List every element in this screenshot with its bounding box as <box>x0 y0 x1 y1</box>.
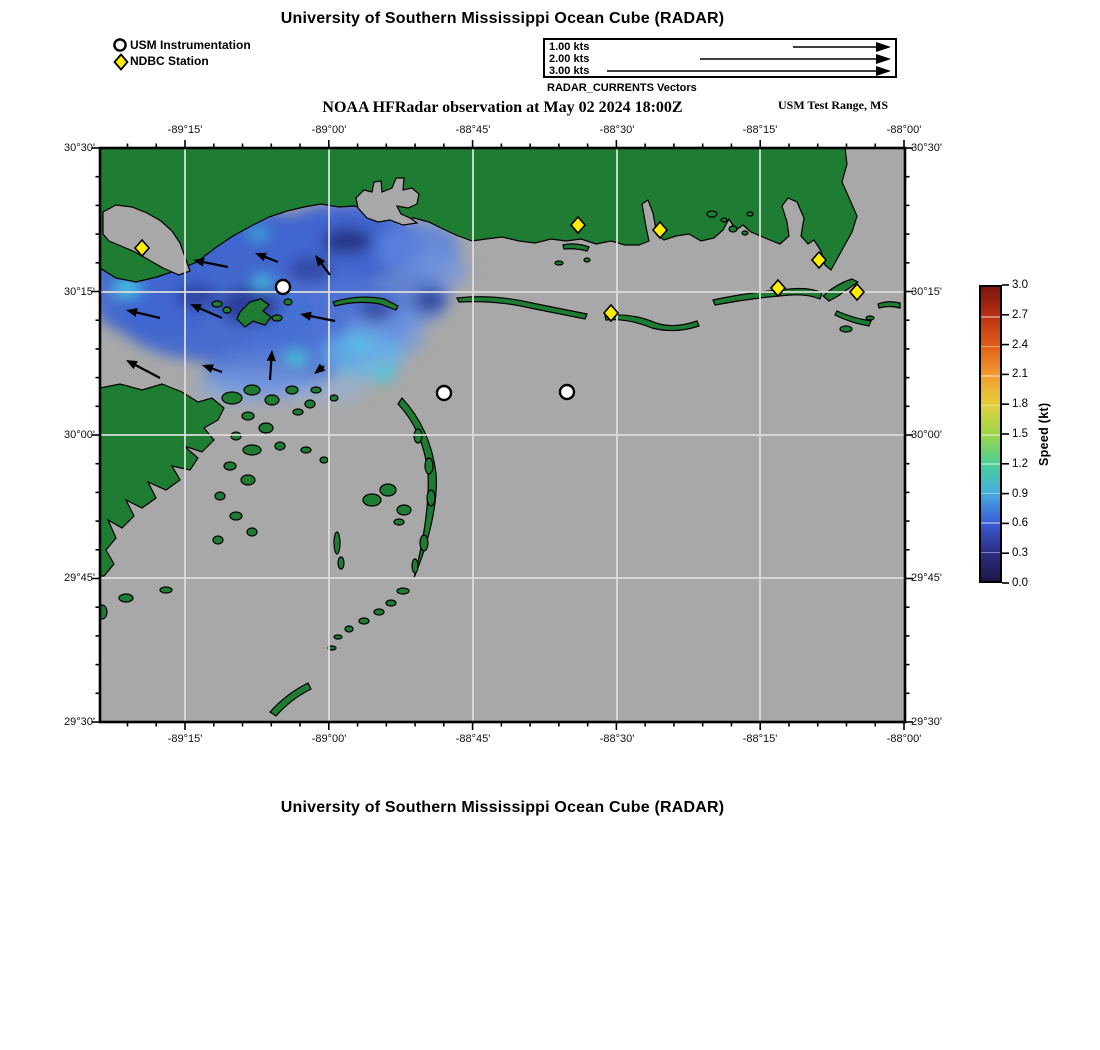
speed-field-patch <box>348 338 366 350</box>
axis-tick-label-lat-right: 30°30' <box>911 142 942 154</box>
legend-ndbc-row <box>112 53 130 76</box>
colorbar-tick-label: 2.1 <box>1012 368 1028 381</box>
colorbar-gridline <box>981 463 1000 465</box>
islet <box>275 442 285 450</box>
islet <box>284 299 292 305</box>
usm-instrumentation-marker <box>437 386 451 400</box>
axis-tick-label-lon-bottom: -88°30' <box>599 733 635 745</box>
colorbar-tick-label: 2.4 <box>1012 338 1028 351</box>
colorbar-gridline <box>981 405 1000 407</box>
islet <box>320 457 328 463</box>
islet <box>242 412 254 420</box>
legend-usm-label: USM Instrumentation <box>130 38 251 52</box>
islet <box>427 490 435 506</box>
axis-tick-label-lon-top: -89°15' <box>167 124 203 136</box>
islet <box>160 587 172 593</box>
vector-scale-1kt-label: 1.00 kts <box>549 41 590 53</box>
colorbar-tick-label: 0.9 <box>1012 487 1028 500</box>
islet <box>345 626 353 632</box>
islet <box>293 409 303 415</box>
axis-tick-label-lat-right: 29°45' <box>911 572 942 584</box>
axis-tick-label-lat-left: 30°00' <box>64 429 95 441</box>
colorbar-tick-label: 0.6 <box>1012 517 1028 530</box>
islet <box>244 385 260 395</box>
islet <box>265 395 279 405</box>
islet <box>866 316 874 320</box>
axis-tick-label-lon-bottom: -89°00' <box>311 733 347 745</box>
test-range-label: USM Test Range, MS <box>777 98 888 112</box>
islet <box>213 536 223 544</box>
colorbar-tick-label: 3.0 <box>1012 279 1028 291</box>
islet <box>420 535 428 551</box>
colorbar-gridline <box>981 552 1000 554</box>
islet <box>241 475 255 485</box>
islet <box>363 494 381 506</box>
speed-field-patch <box>247 229 269 239</box>
islet <box>707 211 717 217</box>
observation-subtitle: NOAA HFRadar observation at May 02 2024 18:00Z <box>322 99 683 116</box>
axis-tick-label-lon-top: -88°15' <box>742 124 778 136</box>
colorbar-tick-label: 0.0 <box>1012 577 1028 589</box>
islet <box>414 429 422 443</box>
axis-tick-label-lat-right: 30°00' <box>911 429 942 441</box>
colorbar-tick-label: 1.2 <box>1012 457 1028 470</box>
islet <box>555 261 563 265</box>
axis-tick-label-lon-bottom: -88°00' <box>886 733 922 745</box>
islet <box>840 326 852 332</box>
speed-field-patch <box>285 352 307 364</box>
islet <box>311 387 321 393</box>
islet <box>334 635 342 639</box>
islet <box>243 445 261 455</box>
axis-tick-label-lat-left: 30°15' <box>64 286 95 298</box>
islet <box>729 226 737 232</box>
axis-tick-label-lon-bottom: -88°15' <box>742 733 778 745</box>
speed-field-patch <box>252 277 272 289</box>
islet <box>584 258 590 262</box>
usm-instrumentation-marker <box>276 280 290 294</box>
islet <box>231 432 241 440</box>
legend-ndbc-label: NDBC Station <box>130 54 209 68</box>
islet <box>386 600 396 606</box>
colorbar-gridline <box>981 493 1000 495</box>
islet <box>425 458 433 474</box>
islet <box>334 532 340 554</box>
ndbc-station-icon <box>112 53 130 71</box>
axis-tick-label-lon-top: -88°45' <box>455 124 491 136</box>
islet <box>338 557 344 569</box>
speed-colorbar <box>979 285 1002 583</box>
islet <box>230 512 242 520</box>
islet <box>259 423 273 433</box>
axis-tick-label-lat-right: 30°15' <box>911 286 942 298</box>
axis-tick-label-lon-top: -88°30' <box>599 124 635 136</box>
page-title-bottom: University of Southern Mississippi Ocean Cube (RADAR) <box>280 799 725 816</box>
island-se-2 <box>878 302 900 308</box>
islet <box>212 301 222 307</box>
axis-tick-label-lat-left: 29°45' <box>64 572 95 584</box>
vector-scale-2kt-label: 2.00 kts <box>549 53 590 65</box>
speed-field-patch <box>290 378 366 402</box>
colorbar-gridline <box>981 375 1000 377</box>
islet <box>359 618 369 624</box>
islet <box>380 484 396 496</box>
axis-tick-label-lon-top: -89°00' <box>311 124 347 136</box>
usm-instrumentation-icon <box>112 37 128 53</box>
axis-tick-label-lon-bottom: -89°15' <box>167 733 203 745</box>
islet <box>742 231 748 235</box>
map-canvas <box>100 148 905 722</box>
colorbar-tick-label: 0.3 <box>1012 547 1028 560</box>
islet <box>412 559 418 573</box>
axis-tick-label-lat-left: 29°30' <box>64 716 95 728</box>
vector-scale-caption: RADAR_CURRENTS Vectors <box>547 82 697 94</box>
islet <box>286 386 298 394</box>
speed-field-patch <box>371 370 395 382</box>
colorbar-tick-label: 2.7 <box>1012 308 1028 321</box>
islet <box>222 392 242 404</box>
islet <box>397 588 409 594</box>
islet <box>397 505 411 515</box>
islet <box>394 519 404 525</box>
islet <box>100 605 107 619</box>
colorbar-gridline <box>981 316 1000 318</box>
islet <box>223 307 231 313</box>
islet <box>374 609 384 615</box>
islet <box>215 492 225 500</box>
map-graphics <box>100 148 905 722</box>
colorbar-gridline <box>981 522 1000 524</box>
axis-tick-label-lon-bottom: -88°45' <box>455 733 491 745</box>
colorbar-gridline <box>981 434 1000 436</box>
axis-tick-label-lat-right: 29°30' <box>911 716 942 728</box>
islet <box>301 447 311 453</box>
colorbar-gridline <box>981 346 1000 348</box>
colorbar-axis-label: Speed (kt) <box>1037 402 1051 466</box>
axis-tick-label-lon-top: -88°00' <box>886 124 922 136</box>
islet <box>330 395 338 401</box>
islet <box>747 212 753 216</box>
islet <box>247 528 257 536</box>
islet <box>119 594 133 602</box>
page-title: University of Southern Mississippi Ocean Cube (RADAR) <box>280 10 725 27</box>
colorbar-tick-label: 1.8 <box>1012 398 1028 411</box>
axis-tick-label-lat-left: 30°30' <box>64 142 95 154</box>
vector-scale-box <box>543 38 897 78</box>
islet <box>721 218 727 222</box>
islet <box>224 462 236 470</box>
vector-scale-3kt-label: 3.00 kts <box>549 65 590 77</box>
colorbar-tick-label: 1.5 <box>1012 428 1028 440</box>
vector-scale-arrows <box>545 40 895 76</box>
usm-instrumentation-marker <box>560 385 574 399</box>
islet <box>272 315 282 321</box>
islet <box>305 400 315 408</box>
